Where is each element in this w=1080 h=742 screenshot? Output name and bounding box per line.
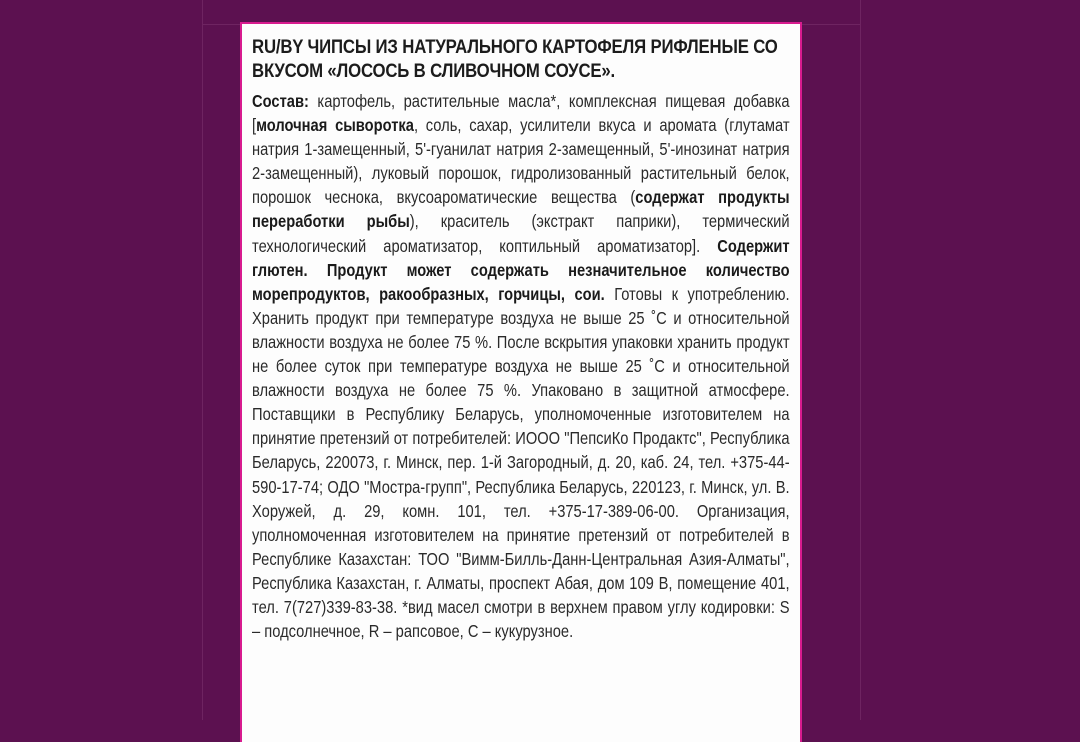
cut-off-text-fragment	[252, 726, 257, 742]
storage-and-contacts-text: Готовы к употреблению. Хранить продукт при температуре воздуха не выше 25 ˚С и относительной влажности воздуха не более 75 %. После вскрытия упаковки хранить продукт не более суток при температуре воздуха не выше 25 ˚С и относительной влажности воздуха не более 75 %. Упаковано в защитной атмосфере. Поставщики в Республику Беларусь, уполномоченные изготовителем на принятие претензий от потребителей: ИООО "ПепсиКо Продактс", Республика Беларусь, 220073, г. Минск, пер. 1-й Загородный, д. 20, каб. 24, тел. +375-44-590-17-74; ОДО "Мостра-групп", Республика Беларусь, 220123, г. Минск, ул. В. Хоружей, д. 29, комн. 101, тел. +375-17-389-06-00. Организация, уполномоченная изготовителем на принятие претензий от потребителей в Республике Казахстан: ТОО "Вимм-Билль-Данн-Центральная Азия-Алматы", Республика Казахстан, г. Алматы, проспект Абая, дом 109 В, помещение 401, тел. 7(727)339-83-38. *вид масел смотри в верхнем правом углу кодировки: S – подсолнечное, R – рапсовое, C – кукурузное.	[252, 283, 790, 642]
composition-text-part: картофель, растительные масла*, комплексная пищевая добавка [	[252, 91, 790, 136]
composition-label: Состав:	[252, 91, 309, 111]
composition-text-part: ), краситель (экстракт паприки), термический технологический ароматизатор, коптильный ароматизатор].	[252, 211, 790, 256]
product-title: RU/BY ЧИПСЫ ИЗ НАТУРАЛЬНОГО КАРТОФЕЛЯ РИФЛЕНЫЕ СО ВКУСОМ «ЛОСОСЬ В СЛИВОЧНОМ СОУСЕ».	[252, 36, 778, 82]
allergen-fish: содержат продукты переработки рыбы	[252, 187, 790, 232]
label-panel	[240, 22, 802, 742]
background-guide-line	[202, 0, 203, 720]
allergen-warning: Содержит глютен. Продукт может содержать незначительное количество морепродуктов, ракообразных, горчицы, сои.	[252, 235, 790, 304]
background-guide-line	[860, 0, 861, 720]
label-content	[252, 35, 789, 643]
composition-text-part: , соль, сахар, усилители вкуса и аромата (глутамат натрия 1-замещенный, 5'-гуанилат натрия 2-замещенный, 5'-инозинат натрия 2-замещенный), луковый порошок, гидролизованный растительный белок, порошок чеснока, вкусоароматические вещества (	[252, 115, 790, 208]
allergen-whey: молочная сыворотка	[256, 115, 414, 136]
composition-text	[252, 89, 790, 643]
